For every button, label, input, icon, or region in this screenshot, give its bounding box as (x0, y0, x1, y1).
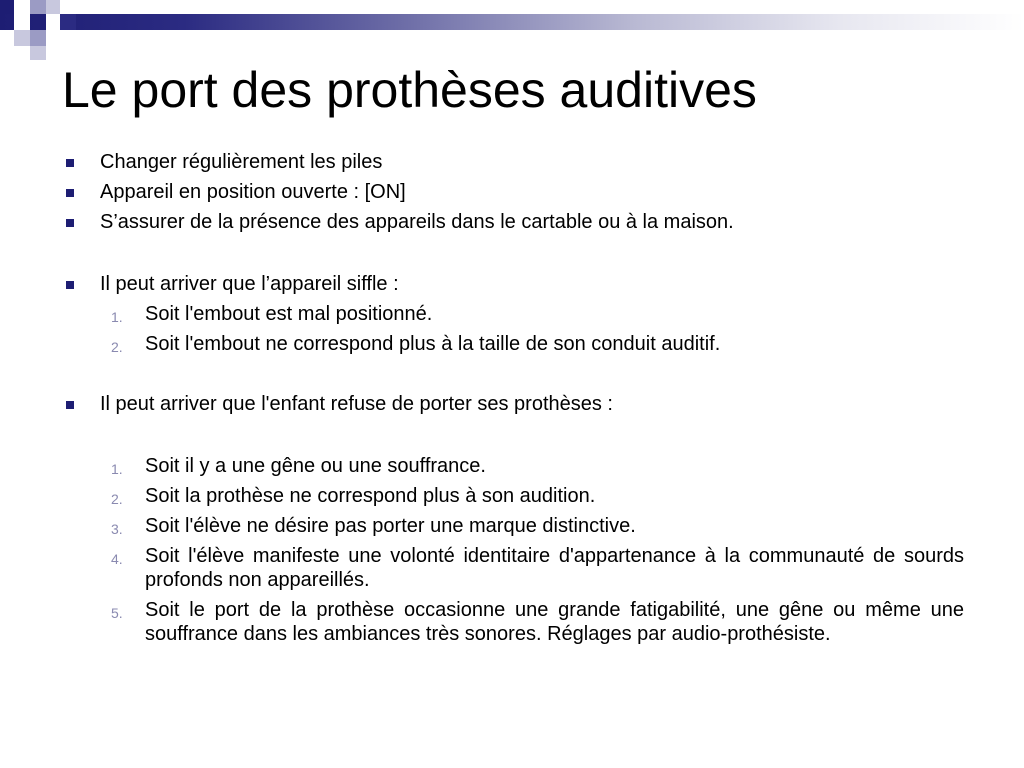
item-number: 4. (111, 551, 123, 567)
bullet-item (62, 272, 964, 302)
item-number: 2. (111, 339, 123, 355)
bullet-text: Changer régulièrement les piles (100, 151, 383, 173)
item-number: 2. (111, 491, 123, 507)
bullet-text: Appareil en position ouverte : [ON] (100, 181, 406, 203)
slide-content (62, 150, 964, 652)
numbered-item (62, 302, 964, 326)
bullet-item (62, 210, 964, 240)
bullet-item (62, 392, 964, 422)
bullet-text: S’assurer de la présence des appareils dans le cartable ou à la maison. (100, 211, 734, 233)
slide-title: Le port des prothèses auditives (62, 62, 757, 118)
numbered-item (62, 598, 964, 646)
square-bullet-icon (66, 281, 74, 289)
header-band (0, 14, 1024, 30)
decorative-square (30, 30, 46, 46)
decorative-square (30, 0, 46, 14)
numbered-item (62, 454, 964, 478)
item-number: 1. (111, 461, 123, 477)
item-text: Soit l'élève manifeste une volonté identitaire d'appartenance à la communauté de sourds profonds non appareillés. (145, 545, 964, 591)
item-text: Soit le port de la prothèse occasionne une grande fatigabilité, une gêne ou même une souffrance dans les ambiances très sonores. Réglages par audio-prothésiste. (145, 599, 964, 645)
numbered-item (62, 484, 964, 508)
square-bullet-icon (66, 189, 74, 197)
item-number: 3. (111, 521, 123, 537)
item-text: Soit la prothèse ne correspond plus à son audition. (145, 485, 596, 507)
item-text: Soit l'embout est mal positionné. (145, 303, 433, 325)
decorative-square (46, 14, 60, 30)
spacer (62, 362, 964, 392)
decorative-square (60, 0, 76, 14)
numbered-item (62, 332, 964, 356)
decorative-square (46, 0, 60, 14)
bullet-text: Il peut arriver que l’appareil siffle : (100, 273, 399, 295)
decorative-square (0, 0, 14, 14)
decorative-square (14, 30, 30, 46)
square-bullet-icon (66, 159, 74, 167)
item-number: 1. (111, 309, 123, 325)
item-text: Soit l'embout ne correspond plus à la taille de son conduit auditif. (145, 333, 721, 355)
bullet-text: Il peut arriver que l'enfant refuse de porter ses prothèses : (100, 393, 613, 415)
decorative-square (0, 30, 14, 46)
item-text: Soit il y a une gêne ou une souffrance. (145, 455, 486, 477)
decorative-square (30, 46, 46, 60)
item-text: Soit l'élève ne désire pas porter une marque distinctive. (145, 515, 636, 537)
decorative-square (14, 14, 30, 30)
square-bullet-icon (66, 219, 74, 227)
square-bullet-icon (66, 401, 74, 409)
item-number: 5. (111, 605, 123, 621)
bullet-item (62, 180, 964, 210)
bullet-item (62, 150, 964, 180)
spacer (62, 422, 964, 454)
numbered-item (62, 514, 964, 538)
decorative-square (60, 14, 76, 30)
numbered-item (62, 544, 964, 592)
spacer (62, 240, 964, 272)
